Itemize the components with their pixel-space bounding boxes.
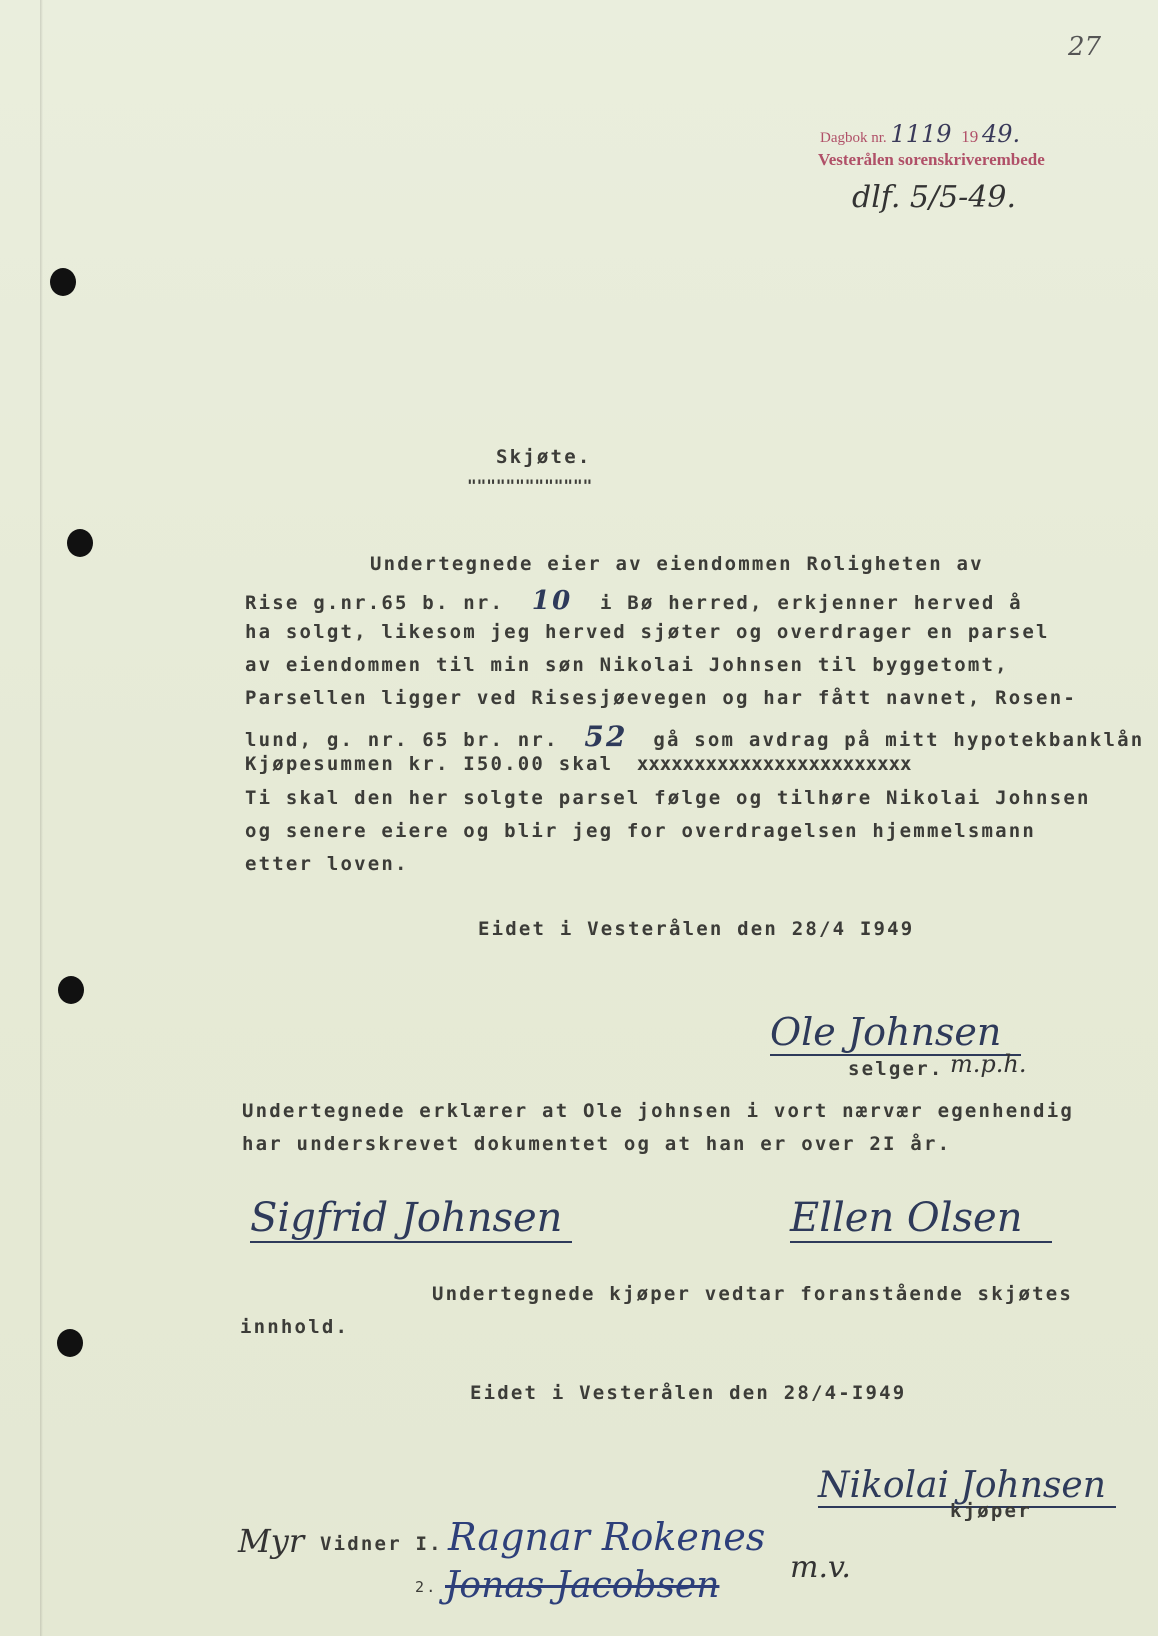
body-line-7 xyxy=(245,753,911,775)
handwritten-date: dlf. 5/5-49. xyxy=(852,180,1017,215)
punch-hole-2 xyxy=(67,529,93,557)
witnesses-label: Vidner I. xyxy=(320,1533,443,1555)
body-line-2 xyxy=(245,586,1023,616)
body-line-7-text: Kjøpesummen kr. I50.00 skal xyxy=(245,753,614,775)
body-line-10: etter loven. xyxy=(245,853,409,875)
body-line-2-text: Rise g.nr.65 b. nr. xyxy=(245,592,505,614)
punch-hole-1 xyxy=(50,268,76,296)
witness-signature-4: Jonas Jacobsen xyxy=(445,1565,720,1606)
body-line-4: av eiendommen til min søn Nikolai Johnsen til byggetomt, xyxy=(245,654,1009,676)
body-line-3: ha solgt, likesom jeg herved sjøter og overdrager en parsel xyxy=(245,621,1050,643)
handwritten-brnr: 52 xyxy=(584,720,628,753)
witness-signature-3: Ragnar Rokenes xyxy=(448,1515,766,1559)
buyer-role: kjøper xyxy=(950,1500,1032,1522)
seller-role: selger. xyxy=(848,1058,944,1080)
witness-signature-2: Ellen Olsen xyxy=(790,1195,1052,1243)
margin-initials: Myr xyxy=(238,1522,305,1560)
place-date-2: Eidet i Vesterålen den 28/4-I949 xyxy=(470,1382,907,1404)
punch-hole-4 xyxy=(57,1329,83,1357)
page-number: 27 xyxy=(1068,32,1102,62)
handwritten-bnr: 10 xyxy=(531,586,573,616)
body-line-1: Undertegnede eier av eiendommen Roligheten av xyxy=(370,553,984,575)
seller-mph: m.p.h. xyxy=(950,1050,1027,1078)
body-line-5: Parsellen ligger ved Risesjøevegen og har fått navnet, Rosen- xyxy=(245,687,1077,709)
body-line-8: Ti skal den her solgte parsel følge og tilhøre Nikolai Johnsen xyxy=(245,787,1091,809)
place-date-1: Eidet i Vesterålen den 28/4 I949 xyxy=(478,918,915,940)
punch-hole-3 xyxy=(58,976,84,1004)
signature-seller: Ole Johnsen xyxy=(770,1010,1021,1056)
year-prefix: 19 xyxy=(961,127,979,146)
witness-signature-1: Sigfrid Johnsen xyxy=(250,1195,572,1243)
year-suffix: 49. xyxy=(982,120,1021,148)
dagbok-number: 1119 xyxy=(890,120,952,148)
witness-2-number: 2. xyxy=(415,1578,438,1596)
struck-text: xxxxxxxxxxxxxxxxxxxxxxxx xyxy=(636,753,912,775)
signature-buyer: Nikolai Johnsen xyxy=(818,1465,1116,1508)
body-line-6-text: lund, g. nr. 65 br. nr. xyxy=(245,729,559,751)
buyer-statement-1: Undertegnede kjøper vedtar foranstående skjøtes xyxy=(432,1283,1074,1305)
title-underline: """"""""""""" xyxy=(467,476,593,495)
body-line-6 xyxy=(245,720,1144,753)
buyer-statement-2: innhold. xyxy=(240,1316,350,1338)
body-line-2-rest: i Bø herred, erkjenner herved å xyxy=(600,592,1023,614)
witness-mark: m.v. xyxy=(790,1550,851,1585)
witness-statement-1: Undertegnede erklærer at Ole johnsen i vort nærvær egenhendig xyxy=(242,1100,1074,1122)
page-edge xyxy=(40,0,43,1636)
body-line-9: og senere eiere og blir jeg for overdragelsen hjemmelsmann xyxy=(245,820,1037,842)
dagbok-stamp xyxy=(820,120,1020,148)
document-title: Skjøte. xyxy=(496,446,592,468)
body-line-6-rest: gå som avdrag på mitt hypotekbanklån xyxy=(653,729,1145,751)
witness-statement-2: har underskrevet dokumentet og at han er over 2I år. xyxy=(242,1133,952,1155)
office-stamp: Vesterålen sorenskriverembede xyxy=(818,150,1045,169)
dagbok-label: Dagbok nr. xyxy=(820,130,887,146)
